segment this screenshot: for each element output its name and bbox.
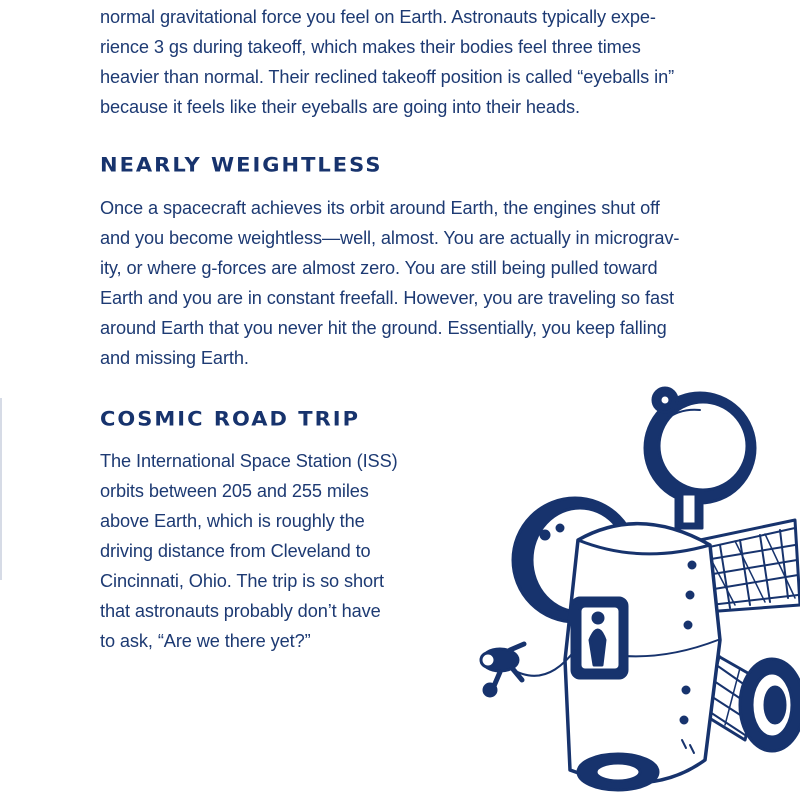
text-line: to ask, “Are we there yet?” — [100, 631, 311, 651]
text-line: normal gravitational force you feel on Earth. Astronauts typically expe- — [100, 7, 656, 27]
space-station-illustration-icon — [470, 380, 800, 800]
text-line: Once a spacecraft achieves its orbit around Earth, the engines shut off — [100, 198, 660, 218]
text-line: heavier than normal. Their reclined takeoff position is called “eyeballs in” — [100, 67, 675, 87]
text-line: around Earth that you never hit the ground. Essentially, you keep falling — [100, 318, 667, 338]
section-heading-nearly-weightless: NEARLY WEIGHTLESS — [100, 154, 383, 177]
text-line: that astronauts probably don’t have — [100, 601, 381, 621]
text-line: because it feels like their eyeballs are going into their heads. — [100, 97, 580, 117]
intro-paragraph — [100, 2, 674, 122]
text-line: orbits between 205 and 255 miles — [100, 481, 369, 501]
weightless-paragraph — [100, 193, 679, 373]
lower-sphere — [740, 659, 800, 751]
text-line: rience 3 gs during takeoff, which makes their bodies feel three times — [100, 37, 641, 57]
astronaut-figure — [481, 644, 524, 696]
text-line: Earth and you are in constant freefall. However, you are traveling so fast — [100, 288, 674, 308]
text-line: driving distance from Cleveland to — [100, 541, 371, 561]
page-edge-divider — [0, 398, 2, 580]
text-line: and missing Earth. — [100, 348, 249, 368]
top-sphere — [645, 388, 755, 528]
main-cylinder — [565, 524, 720, 790]
text-line: ity, or where g-forces are almost zero. You are still being pulled toward — [100, 258, 658, 278]
section-heading-cosmic-road-trip: COSMIC ROAD TRIP — [100, 408, 360, 431]
text-line: The International Space Station (ISS) — [100, 451, 398, 471]
text-line: Cincinnati, Ohio. The trip is so short — [100, 571, 384, 591]
text-line: and you become weightless—well, almost. You are actually in micrograv- — [100, 228, 680, 248]
text-line: above Earth, which is roughly the — [100, 511, 365, 531]
road-trip-paragraph — [100, 446, 398, 656]
